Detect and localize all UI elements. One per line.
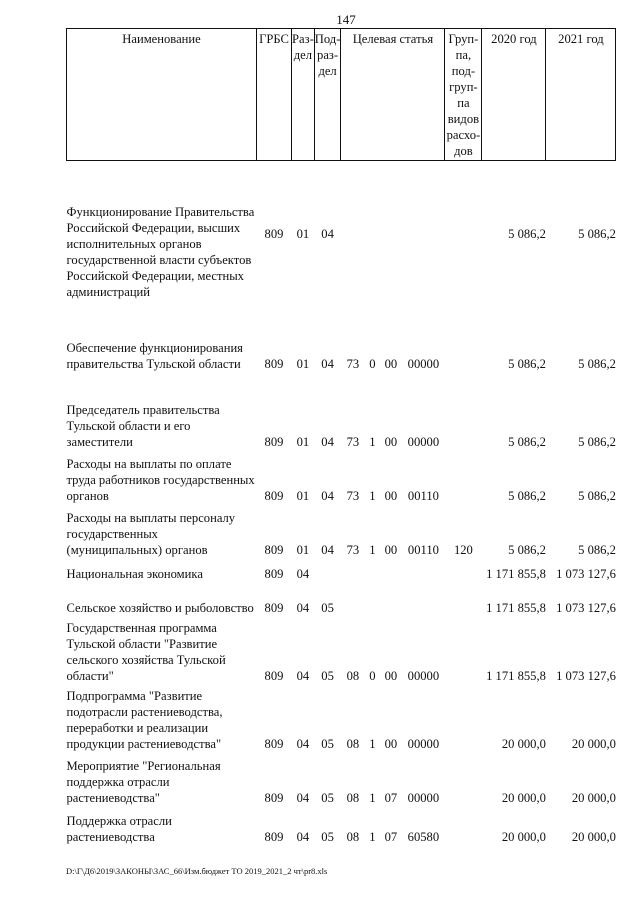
row-target-direction: 00110	[407, 543, 439, 557]
row-target-direction: 00000	[407, 791, 440, 805]
row-amount-2021: 20 000,0	[571, 830, 616, 844]
row-target-activity: 00	[384, 357, 398, 371]
table-body	[67, 161, 616, 850]
page-number: 147	[336, 12, 356, 27]
footer-file-path: D:\Г\Д6\2019\ЗАКОНЫ\ЗАС_66\Изм.бюджет ТО 2019_2021_2 чт\pr8.xls	[66, 866, 328, 876]
row-amount-2021: 5 086,2	[578, 357, 616, 371]
row-target-direction	[402, 161, 445, 305]
row-name: Функционирование Правительства Российской Федерации, высших исполнительных органов государственной власти субъектов Российской Федерации, местных администраций	[66, 205, 255, 299]
row-amount-2020: 5 086,2	[508, 543, 546, 557]
row-grbs: 809	[264, 601, 284, 615]
row-section: 01	[296, 489, 310, 503]
row-grbs: 809	[264, 791, 284, 805]
row-subsection: 04	[321, 435, 334, 449]
row-amount-2020: 5 086,2	[508, 435, 546, 449]
row-subsection: 05	[321, 830, 334, 844]
row-grbs: 809	[264, 567, 284, 581]
row-expense-group	[445, 376, 482, 454]
row-target-direction: 00000	[407, 357, 440, 371]
table-row	[67, 376, 616, 454]
row-subsection: 05	[321, 601, 334, 615]
row-target-direction	[402, 586, 445, 620]
row-target-activity	[380, 586, 402, 620]
row-section: 04	[296, 669, 310, 683]
row-subsection: 04	[321, 226, 334, 241]
row-subsection: 04	[321, 543, 334, 557]
row-expense-group	[445, 810, 482, 849]
table-row	[67, 454, 616, 508]
table-row	[67, 620, 616, 688]
row-target-program	[341, 586, 365, 620]
row-target-activity	[380, 161, 402, 305]
row-target-activity: 07	[384, 791, 398, 805]
row-subsection: 04	[321, 357, 334, 371]
row-amount-2021: 1 073 127,6	[556, 601, 616, 615]
row-section: 04	[296, 791, 310, 805]
row-target-program: 73	[346, 435, 360, 449]
row-target-subprogram: 1	[369, 543, 376, 557]
row-expense-group	[445, 586, 482, 620]
row-target-direction: 00000	[407, 737, 440, 751]
row-target-program: 73	[346, 357, 360, 371]
row-target-direction: 00110	[407, 489, 439, 503]
header-year-2021: 2021 год	[546, 29, 616, 161]
row-amount-2021: 1 073 127,6	[556, 567, 616, 581]
row-target-program	[341, 161, 365, 305]
row-expense-group	[445, 756, 482, 810]
row-target-subprogram: 1	[369, 489, 376, 503]
row-target-direction: 60580	[407, 830, 440, 844]
row-target-subprogram: 0	[369, 669, 376, 683]
row-name: Государственная программа Тульской области "Развитие сельского хозяйства Тульской области"	[66, 621, 226, 683]
row-target-program	[341, 562, 365, 586]
table-row	[67, 586, 616, 620]
header-name: Наименование	[67, 29, 257, 161]
row-target-activity: 00	[384, 435, 398, 449]
row-section: 01	[296, 543, 310, 557]
row-section: 01	[296, 435, 310, 449]
row-target-program: 08	[346, 737, 360, 751]
row-expense-group	[445, 620, 482, 688]
row-amount-2020: 1 171 855,8	[486, 567, 546, 581]
row-name: Обеспечение функционирования правительства Тульской области	[66, 341, 243, 371]
row-amount-2020: 1 171 855,8	[486, 669, 546, 683]
row-amount-2021: 5 086,2	[578, 489, 616, 503]
row-grbs: 809	[264, 226, 284, 241]
header-year-2020: 2020 год	[482, 29, 546, 161]
row-amount-2021: 5 086,2	[578, 543, 616, 557]
table-row	[67, 304, 616, 376]
row-amount-2020: 20 000,0	[501, 830, 546, 844]
header-section: Раз- дел	[292, 29, 315, 161]
row-amount-2021: 5 086,2	[578, 435, 616, 449]
row-target-program: 73	[346, 543, 360, 557]
header-grbs: ГРБС	[257, 29, 292, 161]
row-amount-2021: 20 000,0	[571, 737, 616, 751]
row-amount-2020: 1 171 855,8	[486, 601, 546, 615]
row-section: 04	[296, 737, 310, 751]
header-expense-group: Груп- па, под- груп- па видов расхо- дов	[445, 29, 482, 161]
row-target-activity: 00	[384, 737, 398, 751]
row-amount-2021: 20 000,0	[571, 791, 616, 805]
row-amount-2020: 5 086,2	[508, 357, 546, 371]
row-subsection	[314, 562, 341, 586]
row-section: 01	[296, 357, 310, 371]
row-target-activity: 00	[384, 489, 398, 503]
row-name: Мероприятие "Региональная поддержка отрасли растениеводства"	[66, 759, 221, 805]
row-target-subprogram: 0	[369, 357, 376, 371]
table-row	[67, 756, 616, 810]
row-name: Поддержка отрасли растениеводства	[66, 814, 172, 844]
table-row	[67, 562, 616, 586]
row-target-program: 08	[346, 669, 360, 683]
row-subsection: 05	[321, 791, 334, 805]
row-target-activity: 00	[384, 543, 398, 557]
row-section: 04	[296, 601, 310, 615]
row-target-program: 08	[346, 830, 360, 844]
row-amount-2020: 5 086,2	[508, 489, 546, 503]
row-grbs: 809	[264, 543, 284, 557]
row-amount-2020: 20 000,0	[501, 791, 546, 805]
row-expense-group	[445, 688, 482, 756]
row-amount-2021: 5 086,2	[578, 226, 616, 241]
row-name: Расходы на выплаты по оплате труда работников государственных органов	[66, 457, 255, 503]
row-expense-group	[445, 454, 482, 508]
row-target-activity: 00	[384, 669, 398, 683]
row-grbs: 809	[264, 830, 284, 844]
row-target-subprogram	[365, 562, 380, 586]
table-header-row	[67, 29, 616, 161]
row-subsection: 04	[321, 489, 334, 503]
row-grbs: 809	[264, 669, 284, 683]
header-target-article: Целевая статья	[341, 29, 445, 161]
row-target-direction: 00000	[407, 669, 440, 683]
row-grbs: 809	[264, 357, 284, 371]
row-name: Председатель правительства Тульской области и его заместители	[66, 403, 220, 449]
row-target-direction: 00000	[407, 435, 440, 449]
table-row	[67, 508, 616, 562]
row-section: 04	[296, 830, 310, 844]
row-name: Сельское хозяйство и рыболовство	[66, 601, 254, 615]
row-name: Подпрограмма "Развитие подотрасли растениеводства, переработки и реализации продукции растениеводства"	[66, 689, 223, 751]
row-grbs: 809	[264, 737, 284, 751]
row-expense-group	[445, 161, 482, 305]
row-target-program: 73	[346, 489, 360, 503]
row-target-subprogram: 1	[369, 830, 376, 844]
row-expense-group	[445, 562, 482, 586]
row-expense-group	[445, 304, 482, 376]
row-grbs: 809	[264, 435, 284, 449]
row-amount-2020: 20 000,0	[501, 737, 546, 751]
row-amount-2021: 1 073 127,6	[556, 669, 616, 683]
row-subsection: 05	[321, 737, 334, 751]
row-name: Национальная экономика	[66, 567, 203, 581]
table-row	[67, 688, 616, 756]
row-target-activity: 07	[384, 830, 398, 844]
row-section: 04	[296, 567, 310, 581]
row-target-subprogram	[365, 586, 380, 620]
table-row	[67, 161, 616, 305]
header-subsection: Под- раз- дел	[314, 29, 341, 161]
row-target-program: 08	[346, 791, 360, 805]
row-target-activity	[380, 562, 402, 586]
budget-table	[66, 28, 616, 849]
row-subsection: 05	[321, 669, 334, 683]
row-target-subprogram: 1	[369, 737, 376, 751]
row-name: Расходы на выплаты персоналу государственных (муниципальных) органов	[66, 511, 236, 557]
row-target-direction	[402, 562, 445, 586]
row-amount-2020: 5 086,2	[508, 226, 546, 241]
row-grbs: 809	[264, 489, 284, 503]
row-expense-group: 120	[453, 543, 473, 557]
row-target-subprogram: 1	[369, 791, 376, 805]
row-target-subprogram: 1	[369, 435, 376, 449]
table-row	[67, 810, 616, 849]
row-target-subprogram	[365, 161, 380, 305]
row-section: 01	[296, 226, 310, 241]
